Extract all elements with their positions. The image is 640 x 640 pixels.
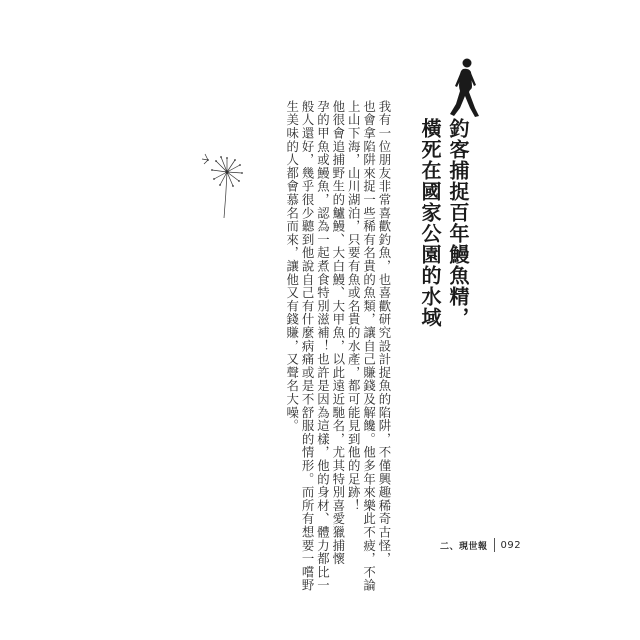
chapter-title	[418, 118, 470, 328]
body-column: 般人還好，幾乎很少聽到他說自己有什麼病痛或是不舒服的情形。而所有想要一嚐野	[300, 100, 316, 593]
title-line-1: 釣客捕捉百年鰻魚精，	[446, 118, 470, 328]
title-line-2: 橫死在國家公園的水域	[418, 118, 442, 328]
body-column: 孕的甲魚或鰻魚，認為一起煮食特別滋補！也許是因為這樣，他的身材、體力都比一	[315, 100, 331, 593]
body-column: 也會拿陷阱來捉一些稀有名貴的魚類，讓自己賺錢及解饞。他多年來樂此不疲，不論	[361, 100, 377, 593]
walking-man-icon	[445, 58, 485, 120]
section-label: 二、現世報	[440, 541, 488, 552]
body-column: 上山下海，山川湖泊，只要有魚或名貴的水產，都可能見到他的足跡！	[346, 100, 362, 513]
page-footer	[440, 538, 521, 552]
body-column: 我有一位朋友非常喜歡釣魚，也喜歡研究設計捉魚的陷阱，不僅興趣稀奇古怪，	[377, 100, 392, 566]
body-column: 生美味的人都會慕名而來，讓他又有錢賺，又聲名大噪。	[284, 100, 300, 433]
body-column: 他很會追捕野生的鱸鰻、大白鰻、大甲魚，以此遠近馳名，尤其特別喜愛獵捕懷	[330, 100, 346, 566]
page-number: 092	[500, 539, 522, 551]
body-text	[232, 100, 392, 593]
dandelion-icon	[200, 150, 250, 220]
footer-divider	[494, 538, 495, 552]
